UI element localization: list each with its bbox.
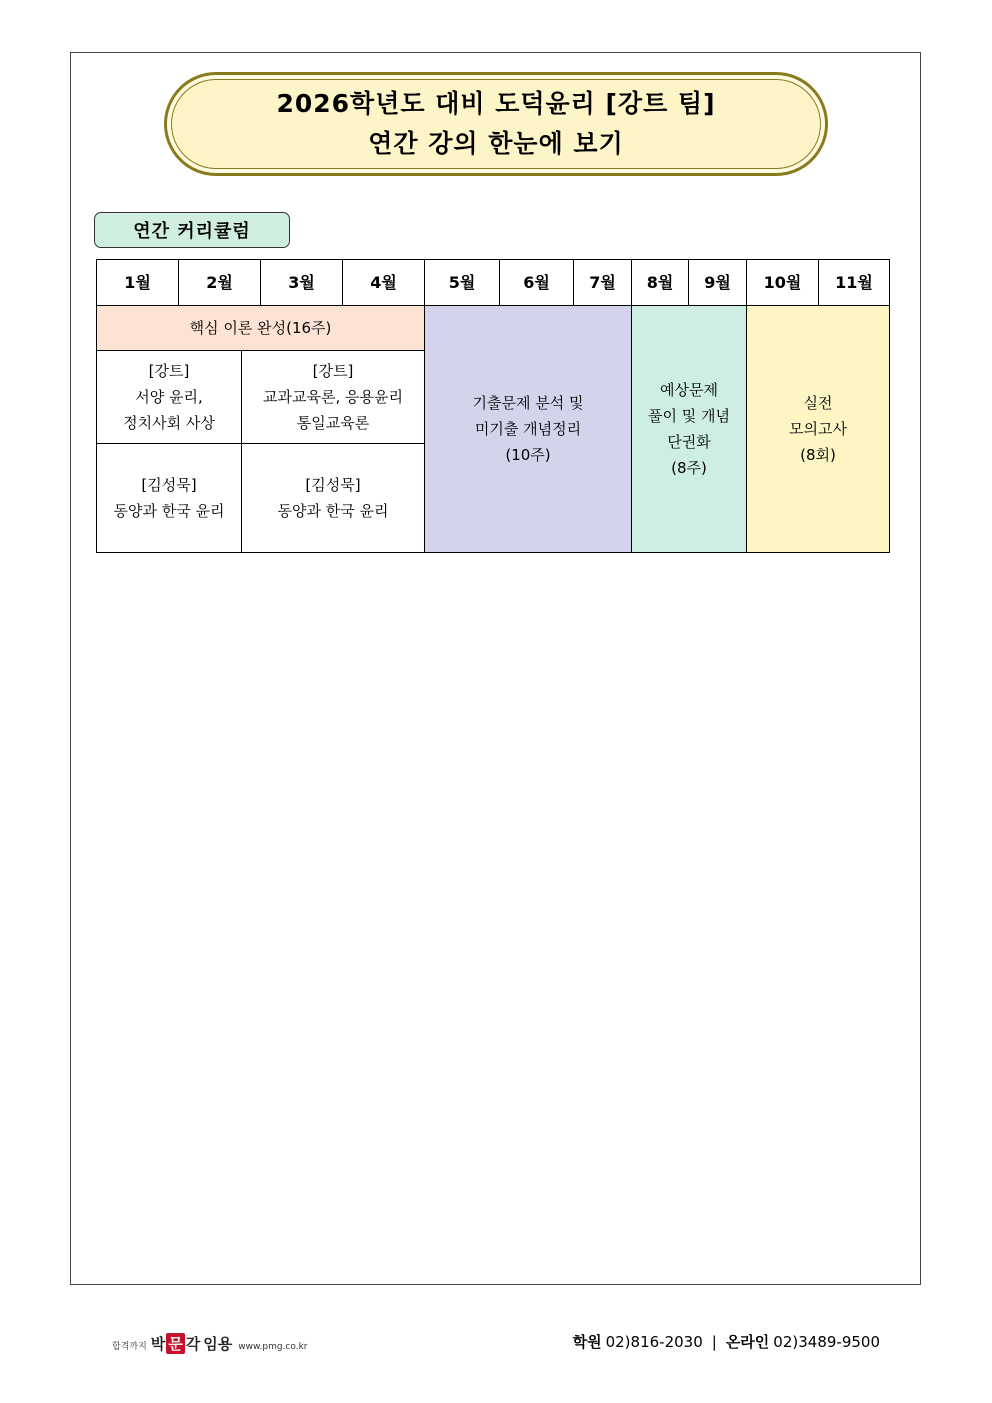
brand-logo-part: 박 bbox=[150, 1335, 166, 1353]
footer-contact bbox=[573, 1331, 880, 1352]
month-header-1: 1월 bbox=[96, 259, 179, 306]
month-header-5: 5월 bbox=[424, 259, 500, 306]
core-cell-line: 정치사회 사상 bbox=[123, 414, 215, 432]
month-header-4: 4월 bbox=[342, 259, 425, 306]
month-header-11: 11월 bbox=[818, 259, 890, 306]
core-cell-line: 동양과 한국 윤리 bbox=[277, 502, 389, 520]
core-cell-education-theory bbox=[241, 350, 425, 444]
expected-line: 풀이 및 개념 bbox=[648, 407, 730, 425]
mock-line: 모의고사 bbox=[789, 420, 847, 438]
core-cell-line: [김성묵] bbox=[305, 476, 361, 494]
core-cell-western-ethics bbox=[96, 350, 242, 444]
title-banner-inner bbox=[171, 79, 821, 169]
core-cell-line: 통일교육론 bbox=[296, 414, 370, 432]
footer-brand bbox=[112, 1333, 308, 1354]
month-header-6: 6월 bbox=[499, 259, 574, 306]
month-header-2: 2월 bbox=[178, 259, 261, 306]
past-exam-block bbox=[424, 305, 632, 553]
title-line-2: 연간 강의 한눈에 보기 bbox=[368, 129, 624, 158]
core-cell-line: [김성묵] bbox=[141, 476, 197, 494]
past-exam-line: (10주) bbox=[505, 446, 551, 464]
footer-url: www.pmg.co.kr bbox=[238, 1342, 308, 1352]
core-cell-line: 동양과 한국 윤리 bbox=[113, 502, 225, 520]
core-cell-line: 서양 윤리, bbox=[135, 388, 203, 406]
title-line-1: 2026학년도 대비 도덕윤리 [강트 팀] bbox=[276, 89, 716, 118]
expected-line: (8주) bbox=[671, 459, 707, 477]
mock-exam-block bbox=[746, 305, 890, 553]
expected-line: 예상문제 bbox=[660, 381, 718, 399]
past-exam-line: 미기출 개념정리 bbox=[474, 420, 582, 438]
month-header-3: 3월 bbox=[260, 259, 343, 306]
curriculum-table bbox=[96, 259, 890, 553]
core-theory-header: 핵심 이론 완성(16주) bbox=[96, 305, 425, 351]
past-exam-line: 기출문제 분석 및 bbox=[472, 394, 584, 412]
month-header-9: 9월 bbox=[688, 259, 747, 306]
academy-phone: 02)816-2030 bbox=[605, 1333, 703, 1351]
footer-tagline: 합격까지 bbox=[112, 1342, 147, 1352]
section-label: 연간 커리큘럼 bbox=[94, 212, 290, 248]
month-header-8: 8월 bbox=[631, 259, 689, 306]
core-cell-line: 교과교육론, 응용윤리 bbox=[263, 388, 403, 406]
core-cell-line: [강트] bbox=[148, 362, 190, 380]
brand-logo-part: 각 bbox=[185, 1335, 201, 1353]
core-cell-line: [강트] bbox=[312, 362, 354, 380]
month-header-10: 10월 bbox=[746, 259, 819, 306]
brand-logo-highlight: 문 bbox=[168, 1335, 183, 1353]
contact-separator: | bbox=[711, 1333, 717, 1351]
mock-line: 실전 bbox=[803, 394, 833, 412]
expected-problems-block bbox=[631, 305, 747, 553]
month-header-7: 7월 bbox=[573, 259, 632, 306]
core-cell-eastern-ethics-1 bbox=[96, 443, 242, 553]
title-banner bbox=[164, 72, 828, 176]
mock-line: (8회) bbox=[800, 446, 836, 464]
online-label: 온라인 bbox=[725, 1333, 770, 1351]
online-phone: 02)3489-9500 bbox=[773, 1333, 880, 1351]
expected-line: 단권화 bbox=[667, 433, 711, 451]
academy-label: 학원 bbox=[572, 1333, 602, 1351]
core-cell-eastern-ethics-2 bbox=[241, 443, 425, 553]
brand-logo-part: 임용 bbox=[203, 1335, 233, 1353]
